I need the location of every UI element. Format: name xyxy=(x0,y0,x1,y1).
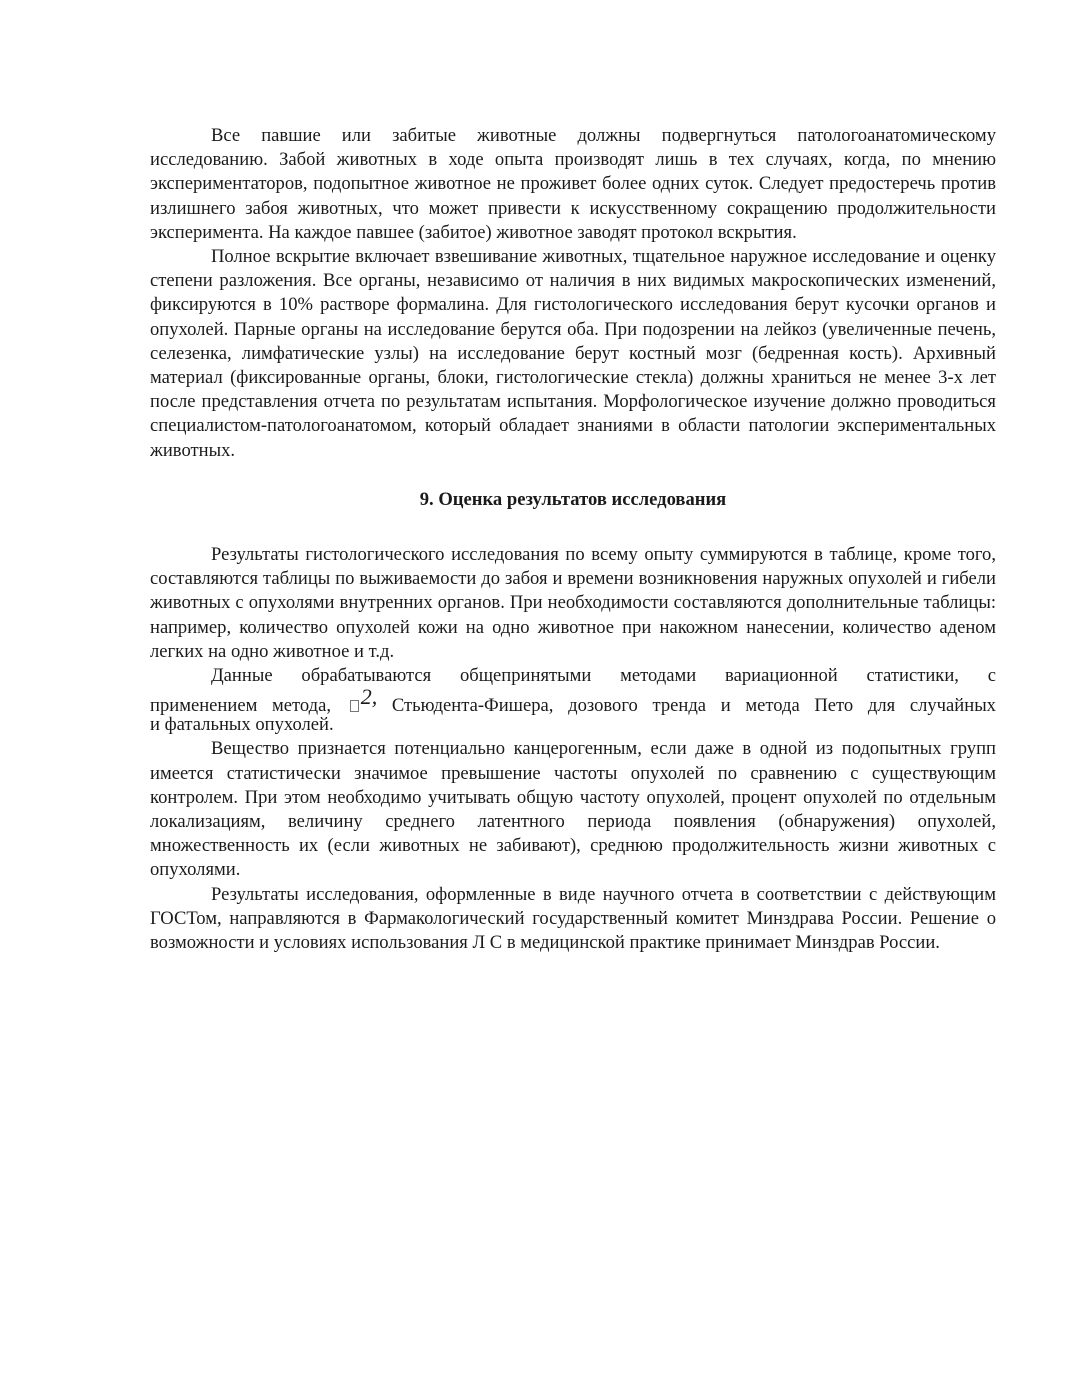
missing-glyph-icon xyxy=(350,700,359,712)
statistics-methods-list: Стьюдента-Фишера, дозового тренда и метода Пето для случайных xyxy=(377,695,996,717)
statistics-line-1: Данные обрабатываются общепринятыми методами вариационной статистики, с xyxy=(211,665,996,687)
paragraph-statistics xyxy=(150,664,996,688)
statistics-method-text: применением метода, xyxy=(150,695,346,717)
paragraph-full-autopsy: Полное вскрытие включает взвешивание животных, тщательное наружное исследование и оценку степени разложения. Все органы, независимо от наличия в них видимых макроскопических изменений, фиксируются в 10% растворе формалина. Для гистологического исследования берут кусочки органов и опухолей. Парные органы на исследование берутся оба. При подозрении на лейкоз (увеличенные печень, селезенка, лимфатические узлы) на исследование берут костный мозг (бедренная кость). Архивный материал (фиксированные органы, блоки, гистологические стекла) должны храниться не менее 3-х лет после представления отчета по результатам испытания. Морфологическое изучение должно проводиться специалистом-патологоанатомом, который обладает знаниями в области патологии экспериментальных животных. xyxy=(150,246,996,461)
statistics-last-line: и фатальных опухолей. xyxy=(150,714,334,736)
paragraph-statistics-cont: применением метода, 2, Стьюдента-Фишера, дозового тренда и метода Пето для случайных xyxy=(150,684,996,717)
section-heading: 9. Оценка результатов исследования xyxy=(419,488,727,510)
paragraph-report-submission: Результаты исследования, оформленные в виде научного отчета в соответствии с действующим ГОСТом, направляются в Фармакологический государственный комитет Минздрава России. Решение о возможности и условиях использования Л С в медицинской практике принимает Минздрав России. xyxy=(150,883,996,954)
paragraph-carcinogenic-criteria: Вещество признается потенциально канцерогенным, если даже в одной из подопытных групп имеется статистически значимое превышение частоты опухолей по сравнению с существующим контролем. При этом необходимо учитывать общую частоту опухолей, процент опухолей по отдельным локализациям, величину среднего латентного периода появления (обнаружения) опухолей, множественность их (если животных не забивают), среднюю продолжительность жизни животных с опухолями. xyxy=(150,738,996,881)
paragraph-autopsy-intro: Все павшие или забитые животные должны подвергнуться патологоанатомическому исследованию. Забой животных в ходе опыта производят лишь в тех случаях, когда, по мнению экспериментаторов, подопытное животное не проживет более одних суток. Следует предостеречь против излишнего забоя животных, что может привести к искусственному сокращению продолжительности эксперимента. На каждое павшее (забитое) животное заводят протокол вскрытия. xyxy=(150,125,996,243)
document-page xyxy=(150,124,996,955)
paragraph-histology-results: Результаты гистологического исследования по всему опыту суммируются в таблице, кроме того, составляются таблицы по выживаемости до забоя и времени возникновения наружных опухолей и гибели животных с опухолями внутренних органов. При необходимости составляются дополнительные таблицы: например, количество опухолей кожи на одно животное при накожном нанесении, количество аденом легких на одно животное и т.д. xyxy=(150,544,996,662)
